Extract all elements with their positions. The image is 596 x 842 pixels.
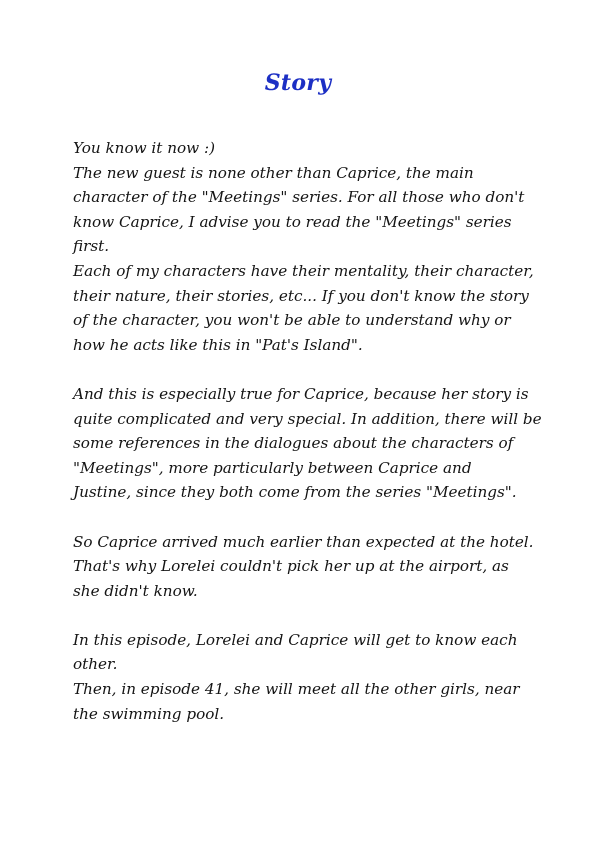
text-line: Each of my characters have their mentality, their character, (73, 261, 534, 280)
text-line: she didn't know. (73, 581, 198, 600)
text-line: quite complicated and very special. In addition, there will be (73, 409, 542, 428)
text-line: first. (73, 237, 110, 256)
page-title: Story (264, 70, 332, 96)
text-line: the swimming pool. (73, 704, 225, 723)
text-line: of the character, you won't be able to understand why or (73, 311, 511, 330)
text-line: how he acts like this in "Pat's Island". (73, 335, 363, 354)
text-line: "Meetings", more particularly between Caprice and (73, 458, 472, 477)
text-line: The new guest is none other than Caprice, the main (73, 163, 474, 182)
text-line: And this is especially true for Caprice, because her story is (73, 384, 529, 403)
text-line: some references in the dialogues about the characters of (73, 434, 514, 453)
paragraph-gap (73, 603, 533, 628)
text-line: Then, in episode 41, she will meet all the other girls, near (73, 680, 520, 699)
text-line: You know it now :) (73, 139, 215, 157)
paragraph-gap (73, 357, 533, 382)
text-line: So Caprice arrived much earlier than expected at the hotel. (73, 532, 534, 551)
text-line: other. (73, 655, 118, 674)
text-line: know Caprice, I advise you to read the "Meetings" series (73, 212, 512, 231)
text-line: Justine, since they both come from the series "Meetings". (73, 483, 517, 502)
text-line: their nature, their stories, etc... If you don't know the story (73, 286, 529, 305)
text-line: That's why Lorelei couldn't pick her up at the airport, as (73, 557, 509, 576)
story-body (73, 136, 542, 726)
text-line: character of the "Meetings" series. For all those who don't (73, 188, 525, 207)
paragraph-gap (73, 505, 533, 530)
text-line: In this episode, Lorelei and Caprice will get to know each (73, 630, 518, 649)
